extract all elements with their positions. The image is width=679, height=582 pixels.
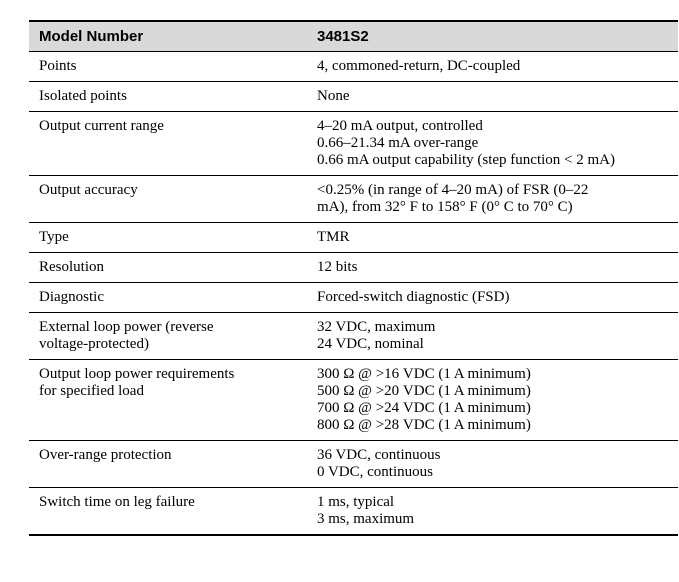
table-row bbox=[29, 176, 678, 223]
row-value-line: 800 Ω @ >28 VDC (1 A minimum) bbox=[317, 417, 531, 433]
row-value-line: Forced-switch diagnostic (FSD) bbox=[317, 289, 510, 305]
row-label bbox=[29, 253, 307, 283]
table-row bbox=[29, 82, 678, 112]
row-label-line: Diagnostic bbox=[39, 289, 104, 305]
table-row bbox=[29, 223, 678, 253]
row-value-line: 500 Ω @ >20 VDC (1 A minimum) bbox=[317, 383, 531, 399]
row-value bbox=[307, 52, 678, 82]
row-label bbox=[29, 82, 307, 112]
header-row bbox=[29, 21, 678, 52]
row-value-line: 36 VDC, continuous bbox=[317, 447, 441, 463]
row-value bbox=[307, 313, 678, 360]
row-label bbox=[29, 313, 307, 360]
row-label-line: for specified load bbox=[39, 383, 144, 399]
row-label bbox=[29, 441, 307, 488]
row-value-line: 300 Ω @ >16 VDC (1 A minimum) bbox=[317, 366, 531, 382]
row-value-line: 12 bits bbox=[317, 259, 358, 275]
table-row bbox=[29, 112, 678, 176]
row-value-line: TMR bbox=[317, 229, 350, 245]
row-value-line: 0.66 mA output capability (step function < 2 mA) bbox=[317, 152, 616, 168]
row-label bbox=[29, 112, 307, 176]
row-value-line: mA), from 32° F to 158° F (0° C to 70° C) bbox=[317, 199, 573, 215]
row-value-line: None bbox=[317, 88, 350, 104]
row-value bbox=[307, 223, 678, 253]
row-label bbox=[29, 283, 307, 313]
table-row bbox=[29, 283, 678, 313]
row-label-line: Output accuracy bbox=[39, 182, 138, 198]
row-value bbox=[307, 82, 678, 112]
row-value bbox=[307, 360, 678, 441]
row-label-line: voltage-protected) bbox=[39, 336, 149, 352]
table-row bbox=[29, 488, 678, 536]
header-label: Model Number bbox=[29, 21, 307, 52]
table-row bbox=[29, 253, 678, 283]
row-value bbox=[307, 441, 678, 488]
table-row bbox=[29, 313, 678, 360]
row-value-line: 0.66–21.34 mA over-range bbox=[317, 135, 479, 151]
header-value: 3481S2 bbox=[307, 21, 678, 52]
row-label-line: Type bbox=[39, 229, 69, 245]
row-value-line: 1 ms, typical bbox=[317, 494, 395, 510]
table-row bbox=[29, 360, 678, 441]
spec-table-header bbox=[29, 21, 678, 52]
table-row bbox=[29, 52, 678, 82]
row-value bbox=[307, 283, 678, 313]
row-label-line: Output loop power requirements bbox=[39, 366, 235, 382]
row-value bbox=[307, 253, 678, 283]
row-label bbox=[29, 488, 307, 536]
row-value bbox=[307, 488, 678, 536]
row-value-line: 0 VDC, continuous bbox=[317, 464, 433, 480]
row-value bbox=[307, 176, 678, 223]
row-label bbox=[29, 223, 307, 253]
row-value-line: 4–20 mA output, controlled bbox=[317, 118, 483, 134]
row-label-line: External loop power (reverse bbox=[39, 319, 214, 335]
table-row bbox=[29, 441, 678, 488]
row-value bbox=[307, 112, 678, 176]
row-label-line: Output current range bbox=[39, 118, 164, 134]
row-value-line: 32 VDC, maximum bbox=[317, 319, 436, 335]
spec-table bbox=[29, 20, 678, 536]
spec-table-body bbox=[29, 52, 678, 536]
row-label bbox=[29, 360, 307, 441]
row-value-line: 700 Ω @ >24 VDC (1 A minimum) bbox=[317, 400, 531, 416]
row-label-line: Over-range protection bbox=[39, 447, 172, 463]
row-label-line: Resolution bbox=[39, 259, 105, 275]
row-label bbox=[29, 176, 307, 223]
row-value-line: 24 VDC, nominal bbox=[317, 336, 424, 352]
row-value-line: 4, commoned-return, DC-coupled bbox=[317, 58, 521, 74]
row-label-line: Isolated points bbox=[39, 88, 127, 104]
row-value-line: 3 ms, maximum bbox=[317, 511, 415, 527]
row-label-line: Points bbox=[39, 58, 77, 74]
row-label bbox=[29, 52, 307, 82]
row-label-line: Switch time on leg failure bbox=[39, 494, 195, 510]
row-value-line: <0.25% (in range of 4–20 mA) of FSR (0–22 bbox=[317, 182, 589, 198]
